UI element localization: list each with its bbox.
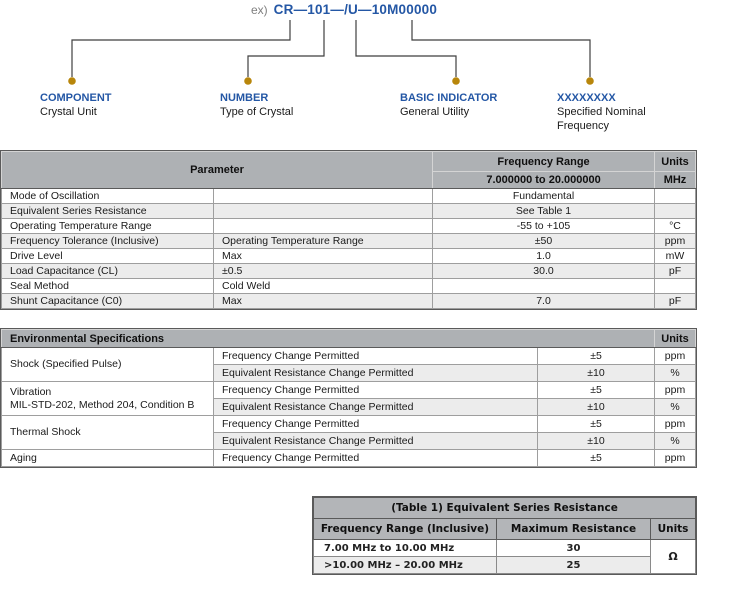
diagram-label-basic-indicator [400, 91, 497, 119]
param-condition-cell: ±0.5 [214, 264, 433, 279]
connector-line-number [248, 20, 324, 77]
env-desc-cell: Frequency Change Permitted [214, 382, 538, 399]
env-category-cell: Shock (Specified Pulse) [2, 348, 214, 382]
env-desc-cell: Frequency Change Permitted [214, 450, 538, 467]
marker-dot-frequency [586, 77, 594, 85]
param-name-cell: Shunt Capacitance (C0) [2, 294, 214, 309]
table-row [2, 264, 696, 279]
frequency-range-value: 7.000000 to 20.000000 [433, 172, 655, 189]
env-value-cell: ±10 [538, 399, 655, 416]
table1-esr [313, 497, 696, 574]
table-header-row [314, 498, 696, 519]
table1-title: (Table 1) Equivalent Series Resistance [314, 498, 696, 519]
table-row [2, 249, 696, 264]
diagram-label-number [220, 91, 293, 119]
param-value-cell: See Table 1 [433, 204, 655, 219]
label-title: COMPONENT [40, 92, 112, 104]
param-unit-cell: pF [655, 264, 696, 279]
param-condition-cell: Max [214, 294, 433, 309]
table1-units-header: Units [651, 519, 696, 540]
env-unit-cell: ppm [655, 382, 696, 399]
env-desc-cell: Equivalent Resistance Change Permitted [214, 433, 538, 450]
environmental-title: Environmental Specifications [2, 330, 655, 348]
param-value-cell: -55 to +105 [433, 219, 655, 234]
param-condition-cell [214, 189, 433, 204]
param-value-cell: 1.0 [433, 249, 655, 264]
env-unit-cell: % [655, 365, 696, 382]
table1-resistance-cell: 30 [497, 540, 651, 557]
param-condition-cell: Max [214, 249, 433, 264]
env-value-cell: ±10 [538, 365, 655, 382]
table-row [2, 279, 696, 294]
env-category-cell [2, 382, 214, 416]
param-condition-cell [214, 219, 433, 234]
table1-resistance-cell: 25 [497, 557, 651, 574]
label-title: NUMBER [220, 92, 269, 104]
env-desc-cell: Equivalent Resistance Change Permitted [214, 399, 538, 416]
part-number-code: CR—101—/U—10M00000 [273, 2, 438, 17]
label-title: BASIC INDICATOR [400, 92, 498, 104]
env-unit-cell: ppm [655, 416, 696, 433]
table-header-row [2, 330, 696, 348]
label-subtitle: Type of Crystal [220, 106, 294, 118]
table-row [2, 219, 696, 234]
diagram-label-component [40, 91, 112, 119]
units-header: Units [655, 152, 696, 172]
label-title: XXXXXXXX [557, 92, 616, 104]
param-name-cell: Frequency Tolerance (Inclusive) [2, 234, 214, 249]
param-value-cell: 7.0 [433, 294, 655, 309]
frequency-range-header: Frequency Range [433, 152, 655, 172]
connector-line-basic-indicator [356, 20, 456, 77]
env-unit-cell: % [655, 433, 696, 450]
label-subtitle: General Utility [400, 106, 470, 118]
env-value-cell: ±5 [538, 382, 655, 399]
param-unit-cell: °C [655, 219, 696, 234]
table-header-row [314, 519, 696, 540]
table1-range-header: Frequency Range (Inclusive) [314, 519, 497, 540]
connector-line-component [72, 20, 290, 77]
marker-dot-basic-indicator [452, 77, 460, 85]
env-category-cell: Thermal Shock [2, 416, 214, 450]
table-row [2, 294, 696, 309]
env-unit-cell: ppm [655, 450, 696, 467]
env-category-line2: MIL-STD-202, Method 204, Condition B [10, 398, 195, 411]
marker-dot-number [244, 77, 252, 85]
label-subtitle: Crystal Unit [40, 106, 97, 118]
param-condition-cell: Operating Temperature Range [214, 234, 433, 249]
env-unit-cell: ppm [655, 348, 696, 365]
environmental-table [1, 329, 696, 467]
param-unit-cell [655, 204, 696, 219]
table-row [2, 416, 696, 433]
env-value-cell: ±5 [538, 450, 655, 467]
parameter-table [1, 151, 696, 309]
param-unit-cell [655, 279, 696, 294]
param-name-cell: Seal Method [2, 279, 214, 294]
env-value-cell: ±5 [538, 416, 655, 433]
table1-range-cell: >10.00 MHz – 20.00 MHz [314, 557, 497, 574]
param-unit-cell: ppm [655, 234, 696, 249]
connector-line-frequency [412, 20, 590, 77]
env-category-cell: Aging [2, 450, 214, 467]
table-row [2, 348, 696, 365]
param-value-cell: Fundamental [433, 189, 655, 204]
table-row [2, 189, 696, 204]
table1-unit-cell: Ω [651, 540, 696, 574]
env-desc-cell: Equivalent Resistance Change Permitted [214, 365, 538, 382]
table-row [2, 450, 696, 467]
param-condition-cell: Cold Weld [214, 279, 433, 294]
param-value-cell: 30.0 [433, 264, 655, 279]
table-row [2, 382, 696, 399]
units-value: MHz [655, 172, 696, 189]
part-number-prefix: ex) [251, 3, 268, 17]
table1-resistance-header: Maximum Resistance [497, 519, 651, 540]
table-header-row [2, 152, 696, 172]
param-condition-cell [214, 204, 433, 219]
param-unit-cell [655, 189, 696, 204]
env-desc-cell: Frequency Change Permitted [214, 348, 538, 365]
marker-dot-component [68, 77, 76, 85]
env-value-cell: ±5 [538, 348, 655, 365]
table-row [2, 234, 696, 249]
param-value-cell [433, 279, 655, 294]
param-name-cell: Load Capacitance (CL) [2, 264, 214, 279]
param-name-cell: Mode of Oscillation [2, 189, 214, 204]
units-header: Units [655, 330, 696, 348]
table-row [2, 204, 696, 219]
parameter-header: Parameter [2, 152, 433, 189]
param-unit-cell: pF [655, 294, 696, 309]
param-name-cell: Operating Temperature Range [2, 219, 214, 234]
table-row [314, 540, 696, 557]
env-desc-cell: Frequency Change Permitted [214, 416, 538, 433]
env-value-cell: ±10 [538, 433, 655, 450]
param-value-cell: ±50 [433, 234, 655, 249]
param-name-cell: Equivalent Series Resistance [2, 204, 214, 219]
env-unit-cell: % [655, 399, 696, 416]
table1-range-cell: 7.00 MHz to 10.00 MHz [314, 540, 497, 557]
param-unit-cell: mW [655, 249, 696, 264]
diagram-label-frequency [557, 91, 675, 133]
env-category-line1: Vibration [10, 385, 52, 398]
label-subtitle: Specified Nominal Frequency [557, 106, 646, 132]
table-row [314, 557, 696, 574]
param-name-cell: Drive Level [2, 249, 214, 264]
